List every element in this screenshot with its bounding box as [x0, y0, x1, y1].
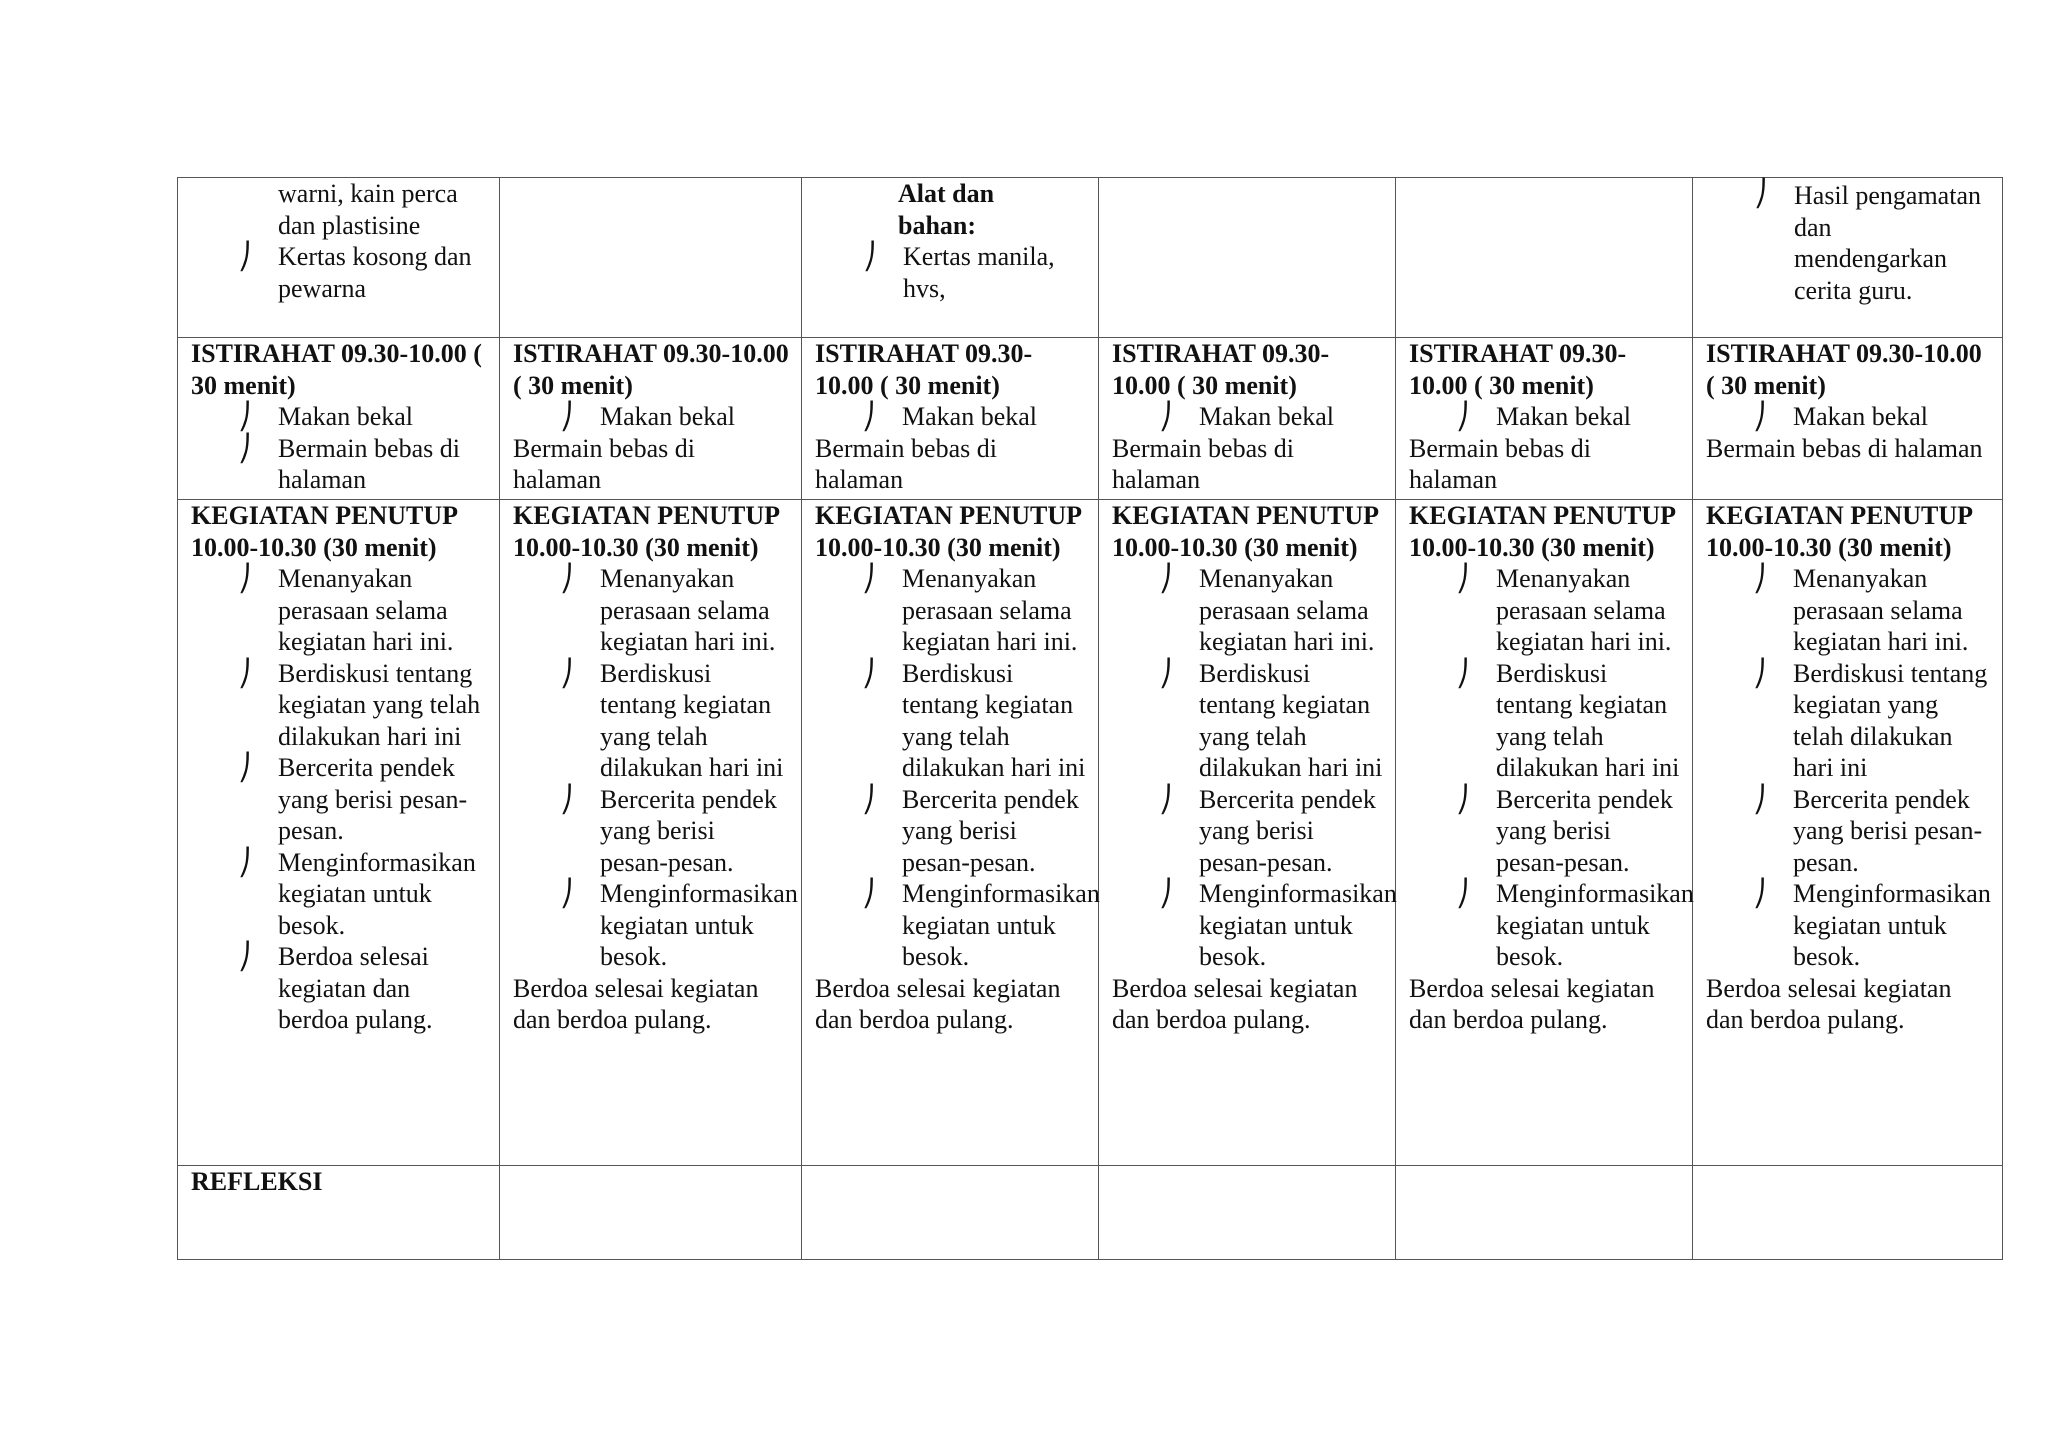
bullet-icon: ⎠	[238, 942, 251, 971]
item-text: Menanyakan perasaan selama kegiatan hari ini.	[1199, 564, 1375, 656]
item-text: warni, kain perca dan plastisine	[278, 179, 458, 240]
break-title: ISTIRAHAT 09.30-10.00 ( 30 menit)	[513, 339, 789, 400]
list-item	[238, 401, 487, 433]
list-item	[1456, 658, 1680, 784]
bullet-icon: ⎠	[862, 784, 875, 814]
bullet-icon: ⎠	[1753, 658, 1766, 688]
break-after-text: Bermain bebas di halaman	[1409, 433, 1591, 494]
closing-cell-3	[802, 500, 1099, 1166]
reflection-label: REFLEKSI	[191, 1167, 323, 1196]
closing-list	[1409, 563, 1694, 973]
closing-after-text: Berdoa selesai kegiatan dan berdoa pulang.	[1706, 973, 1952, 1034]
closing-title: KEGIATAN PENUTUP 10.00-10.30 (30 menit)	[1409, 501, 1675, 562]
break-after-text: Bermain bebas di halaman	[1706, 433, 1983, 463]
break-cell-3	[802, 338, 1099, 500]
list-item	[1159, 658, 1383, 784]
break-cell-5	[1396, 338, 1693, 500]
item-text: Berdiskusi tentang kegiatan yang telah dilakukan hari ini	[1199, 658, 1383, 782]
item-text: Kertas manila, hvs,	[903, 242, 1055, 303]
list-item	[560, 878, 798, 973]
break-list	[1706, 401, 1990, 433]
bullet-icon: ⎠	[862, 658, 875, 688]
list-item	[1456, 878, 1694, 973]
break-title: ISTIRAHAT 09.30-10.00 ( 30 menit)	[815, 339, 1033, 400]
list-item	[238, 563, 487, 658]
closing-list	[513, 563, 798, 973]
item-text: Berdiskusi tentang kegiatan yang telah dilakukan hari ini	[1496, 658, 1680, 782]
bullet-icon: ⎠	[862, 564, 875, 593]
bullet-icon: ⎠	[238, 402, 251, 431]
list-item	[1456, 563, 1680, 658]
bullet-icon: ⎠	[863, 242, 876, 271]
bullet-icon: ⎠	[1456, 658, 1469, 688]
break-title: ISTIRAHAT 09.30-10.00 ( 30 menit)	[1706, 339, 1982, 400]
bullet-icon: ⎠	[560, 658, 573, 688]
break-row	[178, 338, 2003, 500]
reflection-cell-4	[1099, 1166, 1396, 1260]
bullet-icon: ⎠	[1456, 879, 1469, 908]
list-item	[1456, 784, 1680, 879]
materials-list-3	[815, 241, 1086, 304]
bullet-icon: ⎠	[862, 879, 875, 908]
closing-cell-4	[1099, 500, 1396, 1166]
list-item	[863, 241, 1073, 304]
closing-cell-2	[500, 500, 802, 1166]
item-text: Makan bekal	[1793, 402, 1929, 431]
list-item	[862, 878, 1100, 973]
bullet-icon: ⎠	[1159, 564, 1172, 593]
item-text: Bermain bebas di halaman	[278, 433, 460, 494]
closing-title: KEGIATAN PENUTUP 10.00-10.30 (30 menit)	[815, 501, 1081, 562]
item-text: Bercerita pendek yang berisi pesan-pesan.	[278, 753, 468, 845]
list-item	[238, 941, 487, 1036]
list-item	[1159, 784, 1383, 879]
closing-title: KEGIATAN PENUTUP 10.00-10.30 (30 menit)	[1706, 501, 1972, 562]
list-item	[238, 752, 487, 847]
list-item	[1753, 878, 1991, 973]
item-text: Hasil pengamatan dan mendengarkan cerita guru.	[1794, 181, 1981, 305]
closing-after-text: Berdoa selesai kegiatan dan berdoa pulang.	[1112, 973, 1358, 1034]
break-cell-4	[1099, 338, 1396, 500]
bullet-icon: ⎠	[560, 879, 573, 908]
materials-heading: Alat dan bahan:	[898, 179, 995, 240]
bullet-icon: ⎠	[1753, 402, 1766, 431]
item-text: Menginformasikan kegiatan untuk besok.	[902, 879, 1100, 971]
materials-cell-5	[1396, 178, 1693, 338]
closing-title: KEGIATAN PENUTUP 10.00-10.30 (30 menit)	[191, 501, 457, 562]
list-item	[1753, 784, 1990, 879]
reflection-cell-5	[1396, 1166, 1693, 1260]
break-after-text: Bermain bebas di halaman	[1112, 433, 1294, 494]
bullet-icon: ⎠	[1754, 179, 1767, 208]
closing-list	[1112, 563, 1397, 973]
reflection-row	[178, 1166, 2003, 1260]
bullet-icon: ⎠	[862, 402, 875, 431]
break-cell-1	[178, 338, 500, 500]
break-list	[191, 401, 487, 496]
list-item	[238, 433, 487, 496]
bullet-icon: ⎠	[560, 784, 573, 814]
materials-cell-1	[178, 178, 500, 338]
list-item	[862, 401, 1086, 433]
bullet-icon: ⎠	[1159, 402, 1172, 431]
item-text: Berdiskusi tentang kegiatan yang telah dilakukan hari ini	[902, 658, 1086, 782]
break-after-text: Bermain bebas di halaman	[513, 433, 695, 494]
item-text: Berdiskusi tentang kegiatan yang telah dilakukan hari ini	[1793, 658, 1988, 782]
item-text: Bercerita pendek yang berisi pesan-pesan.	[1496, 784, 1673, 877]
closing-after-text: Berdoa selesai kegiatan dan berdoa pulang.	[513, 973, 759, 1034]
bullet-icon: ⎠	[1753, 564, 1766, 593]
list-item	[560, 658, 789, 784]
item-text: Menginformasikan kegiatan untuk besok.	[278, 847, 476, 940]
item-text: Bercerita pendek yang berisi pesan-pesan.	[902, 784, 1079, 877]
reflection-cell-6	[1693, 1166, 2003, 1260]
list-item	[238, 241, 487, 304]
break-cell-6	[1693, 338, 2003, 500]
list-item	[560, 563, 789, 658]
closing-after-text: Berdoa selesai kegiatan dan berdoa pulang.	[815, 973, 1061, 1034]
list-item	[1754, 178, 1990, 306]
item-text: Menginformasikan kegiatan untuk besok.	[1496, 879, 1694, 971]
list-item	[1753, 401, 1990, 433]
list-item	[1456, 401, 1680, 433]
list-item	[1159, 878, 1397, 973]
item-text: Berdiskusi tentang kegiatan yang telah dilakukan hari ini	[278, 658, 481, 751]
item-text: Makan bekal	[1496, 402, 1632, 431]
reflection-cell-2	[500, 1166, 802, 1260]
materials-cell-3	[802, 178, 1099, 338]
item-text: Menanyakan perasaan selama kegiatan hari ini.	[1793, 564, 1969, 656]
bullet-icon: ⎠	[560, 564, 573, 593]
item-text: Makan bekal	[278, 402, 414, 431]
break-list	[513, 401, 789, 433]
list-item	[560, 784, 789, 879]
closing-cell-1	[178, 500, 500, 1166]
bullet-icon: ⎠	[238, 242, 251, 271]
item-text: Bercerita pendek yang berisi pesan-pesan.	[600, 784, 777, 877]
item-text: Menanyakan perasaan selama kegiatan hari ini.	[600, 564, 776, 656]
list-item	[862, 784, 1086, 879]
bullet-icon: ⎠	[238, 564, 251, 593]
bullet-icon: ⎠	[238, 847, 251, 877]
item-text: Berdiskusi tentang kegiatan yang telah dilakukan hari ini	[600, 658, 784, 782]
list-item	[862, 563, 1086, 658]
bullet-icon: ⎠	[1753, 879, 1766, 908]
break-cell-2	[500, 338, 802, 500]
item-text: Menanyakan perasaan selama kegiatan hari ini.	[278, 564, 454, 656]
reflection-cell-3	[802, 1166, 1099, 1260]
closing-cell-6	[1693, 500, 2003, 1166]
bullet-icon: ⎠	[1456, 564, 1469, 593]
list-item	[560, 401, 789, 433]
bullet-icon: ⎠	[238, 433, 251, 463]
bullet-icon: ⎠	[560, 402, 573, 431]
break-title: ISTIRAHAT 09.30-10.00 ( 30 menit)	[1409, 339, 1627, 400]
closing-list	[815, 563, 1100, 973]
break-list	[815, 401, 1086, 433]
item-text: Menginformasikan kegiatan untuk besok.	[600, 879, 798, 971]
list-item	[1753, 563, 1990, 658]
materials-list-6	[1706, 178, 1990, 306]
item-text: Menginformasikan kegiatan untuk besok.	[1199, 879, 1397, 971]
list-item	[1159, 563, 1383, 658]
reflection-cell-1	[178, 1166, 500, 1260]
item-text: Makan bekal	[1199, 402, 1335, 431]
closing-row	[178, 500, 2003, 1166]
item-text: Makan bekal	[902, 402, 1038, 431]
item-text: Berdoa selesai kegiatan dan berdoa pulang.	[278, 942, 433, 1034]
item-text: Menanyakan perasaan selama kegiatan hari ini.	[1496, 564, 1672, 656]
closing-title: KEGIATAN PENUTUP 10.00-10.30 (30 menit)	[1112, 501, 1378, 562]
break-title: ISTIRAHAT 09.30-10.00 ( 30 menit)	[191, 339, 482, 400]
list-item	[1159, 401, 1383, 433]
list-item	[1753, 658, 1990, 784]
bullet-icon: ⎠	[238, 753, 251, 782]
item-text: Makan bekal	[600, 402, 736, 431]
bullet-icon: ⎠	[1456, 784, 1469, 814]
break-list	[1409, 401, 1680, 433]
materials-cell-4	[1099, 178, 1396, 338]
item-text: Bercerita pendek yang berisi pesan-pesan.	[1199, 784, 1376, 877]
break-after-text: Bermain bebas di halaman	[815, 433, 997, 494]
closing-list	[1706, 563, 1990, 973]
closing-cell-5	[1396, 500, 1693, 1166]
bullet-icon: ⎠	[1159, 879, 1172, 908]
materials-cell-2	[500, 178, 802, 338]
item-text: Kertas kosong dan pewarna	[278, 242, 472, 303]
item-text: Bercerita pendek yang berisi pesan-pesan.	[1793, 784, 1983, 877]
item-text: Menanyakan perasaan selama kegiatan hari ini.	[902, 564, 1078, 656]
item-text: Menginformasikan kegiatan untuk besok.	[1793, 879, 1991, 971]
break-list	[1112, 401, 1383, 433]
bullet-icon: ⎠	[1753, 784, 1766, 814]
closing-title: KEGIATAN PENUTUP 10.00-10.30 (30 menit)	[513, 501, 779, 562]
list-item	[278, 178, 487, 241]
closing-list	[191, 563, 487, 1036]
list-item	[862, 658, 1086, 784]
bullet-icon: ⎠	[1159, 658, 1172, 688]
materials-row	[178, 178, 2003, 338]
materials-cell-6	[1693, 178, 2003, 338]
schedule-table	[177, 177, 2003, 1260]
materials-list-1	[191, 178, 487, 304]
bullet-icon: ⎠	[1159, 784, 1172, 814]
break-title: ISTIRAHAT 09.30-10.00 ( 30 menit)	[1112, 339, 1330, 400]
bullet-icon: ⎠	[1456, 402, 1469, 431]
closing-after-text: Berdoa selesai kegiatan dan berdoa pulang.	[1409, 973, 1655, 1034]
list-item	[238, 658, 487, 753]
list-item	[238, 847, 487, 942]
bullet-icon: ⎠	[238, 658, 251, 688]
